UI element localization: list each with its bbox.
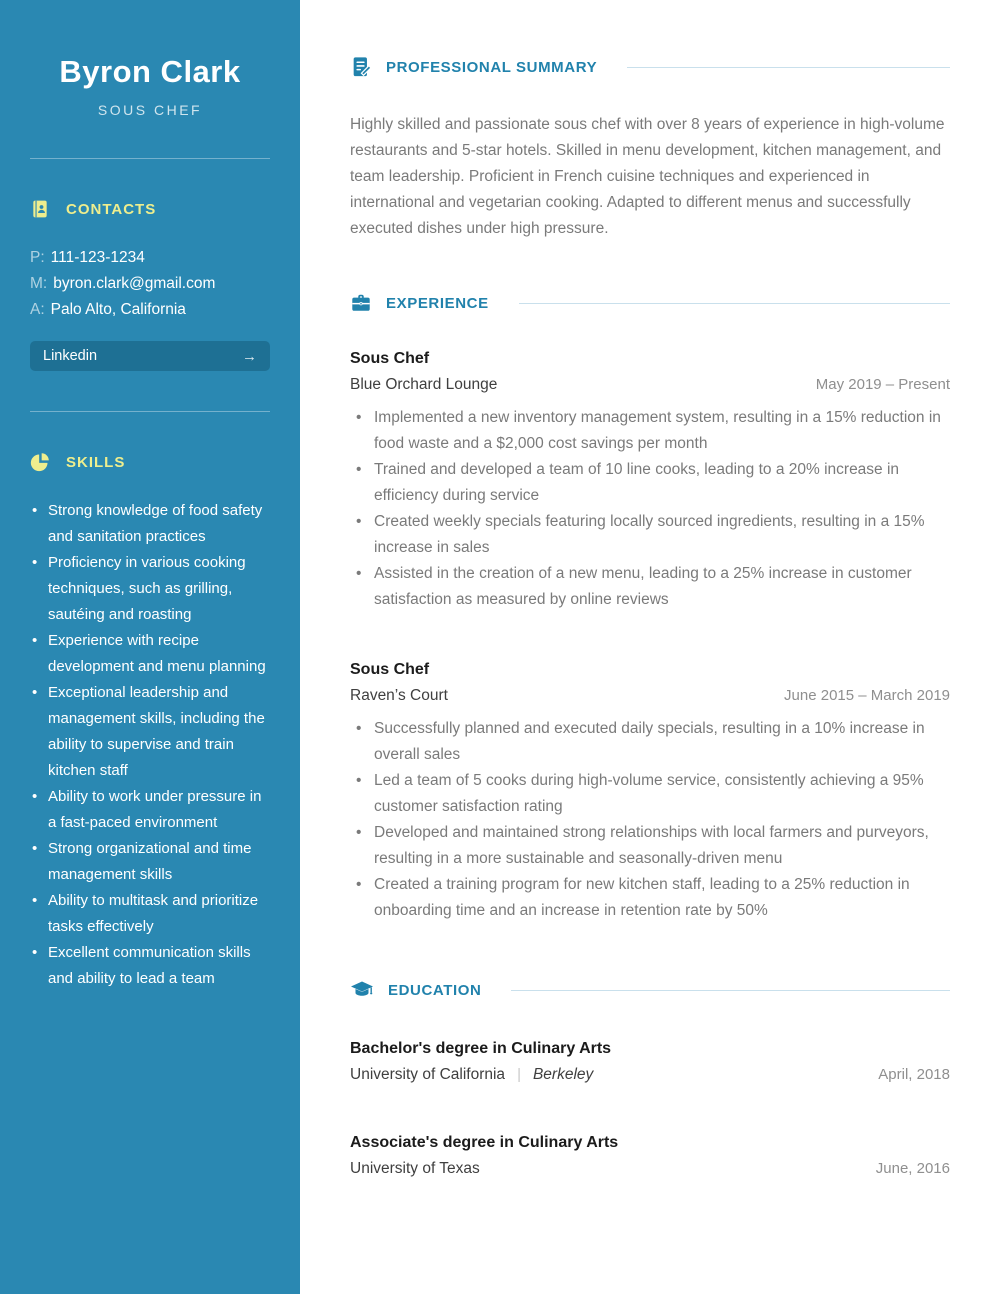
job-company: Blue Orchard Lounge — [350, 376, 498, 393]
contacts-heading — [30, 199, 270, 219]
degree-date: April, 2018 — [878, 1066, 950, 1083]
contact-address — [30, 297, 270, 323]
degree-entry — [350, 1130, 950, 1182]
summary-paragraph: Highly skilled and passionate sous chef with over 8 years of experience in high-volume restaurants and 5-star hotels. Skilled in menu development, kitchen management, and team leadership. Proficient in French cuisine techniques and experienced in international and vegetarian cooking. Adapted to different menus and successfully executed dishes under high pressure. — [350, 116, 945, 237]
heading-rule — [627, 67, 950, 68]
job-bullet: • Created a training program for new kitchen staff, leading to a 25% reduction in onboarding time and an increase in retention rate by 50% — [350, 872, 950, 924]
education-heading — [350, 978, 950, 1002]
skills-heading-label: SKILLS — [66, 453, 126, 471]
graduation-cap-icon — [350, 978, 374, 1002]
job-title: Sous Chef — [350, 661, 430, 678]
degree-meta — [350, 1062, 950, 1088]
summary-heading-label: PROFESSIONAL SUMMARY — [386, 58, 598, 76]
sidebar-divider — [30, 411, 270, 412]
job-title: Sous Chef — [350, 350, 430, 367]
skill-item: • Ability to multitask and prioritize tasks effectively — [30, 888, 270, 940]
experience-heading-label: EXPERIENCE — [386, 294, 489, 312]
job-entry — [350, 346, 950, 613]
degree-title: Associate's degree in Culinary Arts — [350, 1134, 619, 1151]
job-bullet: • Assisted in the creation of a new menu, leading to a 25% increase in customer satisfaction as measured by online reviews — [350, 561, 950, 613]
summary-section — [350, 56, 950, 242]
job-dates: June 2015 – March 2019 — [784, 687, 950, 704]
email-prefix: M: — [30, 275, 48, 292]
pie-chart-icon — [30, 452, 50, 472]
job-bullet-list — [350, 405, 950, 613]
skill-item: • Experience with recipe development and menu planning — [30, 628, 270, 680]
education-section — [350, 978, 950, 1182]
candidate-name: Byron Clark — [59, 54, 241, 89]
education-heading-label: EDUCATION — [388, 981, 482, 999]
contact-phone — [30, 245, 270, 271]
separator — [517, 1062, 521, 1088]
job-company: Raven’s Court — [350, 687, 448, 704]
job-bullet: • Trained and developed a team of 10 line cooks, leading to a 20% increase in efficiency during service — [350, 457, 950, 509]
job-entry — [350, 657, 950, 924]
skills-list — [30, 498, 270, 992]
phone-value: 111-123-1234 — [50, 249, 145, 266]
experience-heading — [350, 292, 950, 314]
degree-branch: Berkeley — [532, 1066, 594, 1083]
job-bullet: • Implemented a new inventory management system, resulting in a 15% reduction in food waste and a $2,000 cost savings per month — [350, 405, 950, 457]
linkedin-button-label: Linkedin — [43, 348, 98, 364]
job-bullet: • Led a team of 5 cooks during high-volume service, consistently achieving a 95% customer satisfaction rating — [350, 768, 950, 820]
degree-school: University of California — [350, 1066, 506, 1083]
job-meta — [350, 372, 950, 398]
job-meta — [350, 683, 950, 709]
phone-prefix: P: — [30, 249, 45, 266]
skill-item: • Exceptional leadership and management skills, including the ability to supervise and train kitchen staff — [30, 680, 270, 784]
address-value: Palo Alto, California — [50, 301, 186, 318]
degree-meta — [350, 1156, 950, 1182]
candidate-job-title: SOUS CHEF — [97, 102, 203, 118]
contact-email — [30, 271, 270, 297]
address-prefix: A: — [30, 301, 45, 318]
degree-title: Bachelor's degree in Culinary Arts — [350, 1040, 612, 1057]
address-book-icon — [30, 199, 50, 219]
skills-heading — [30, 452, 270, 472]
heading-rule — [511, 990, 950, 991]
skill-item: • Ability to work under pressure in a fast-paced environment — [30, 784, 270, 836]
summary-heading — [350, 56, 950, 78]
skill-item: • Excellent communication skills and ability to lead a team — [30, 940, 270, 992]
heading-rule — [519, 303, 950, 304]
job-bullet-list — [350, 716, 950, 924]
contact-list — [30, 245, 270, 323]
skill-item: • Strong knowledge of food safety and sanitation practices — [30, 498, 270, 550]
briefcase-icon — [350, 292, 372, 314]
degree-school: University of Texas — [350, 1160, 480, 1177]
note-pencil-icon — [350, 56, 372, 78]
job-bullet: • Created weekly specials featuring locally sourced ingredients, resulting in a 15% increase in sales — [350, 509, 950, 561]
arrow-right-icon: → — [242, 347, 257, 365]
job-bullet: • Successfully planned and executed daily specials, resulting in a 10% increase in overall sales — [350, 716, 950, 768]
sidebar — [0, 0, 300, 1294]
degree-date: June, 2016 — [875, 1160, 950, 1177]
degree-entry — [350, 1036, 950, 1088]
job-bullet: • Developed and maintained strong relationships with local farmers and purveyors, resulting in a more sustainable and seasonally-driven menu — [350, 820, 950, 872]
experience-section — [350, 292, 950, 924]
linkedin-button[interactable] — [30, 341, 270, 371]
sidebar-divider — [30, 158, 270, 159]
contacts-heading-label: CONTACTS — [66, 200, 157, 218]
skill-item: • Proficiency in various cooking techniques, such as grilling, sautéing and roasting — [30, 550, 270, 628]
skill-item: • Strong organizational and time management skills — [30, 836, 270, 888]
email-value: byron.clark@gmail.com — [53, 275, 216, 292]
job-dates: May 2019 – Present — [815, 376, 950, 393]
main-content — [300, 0, 1000, 1294]
